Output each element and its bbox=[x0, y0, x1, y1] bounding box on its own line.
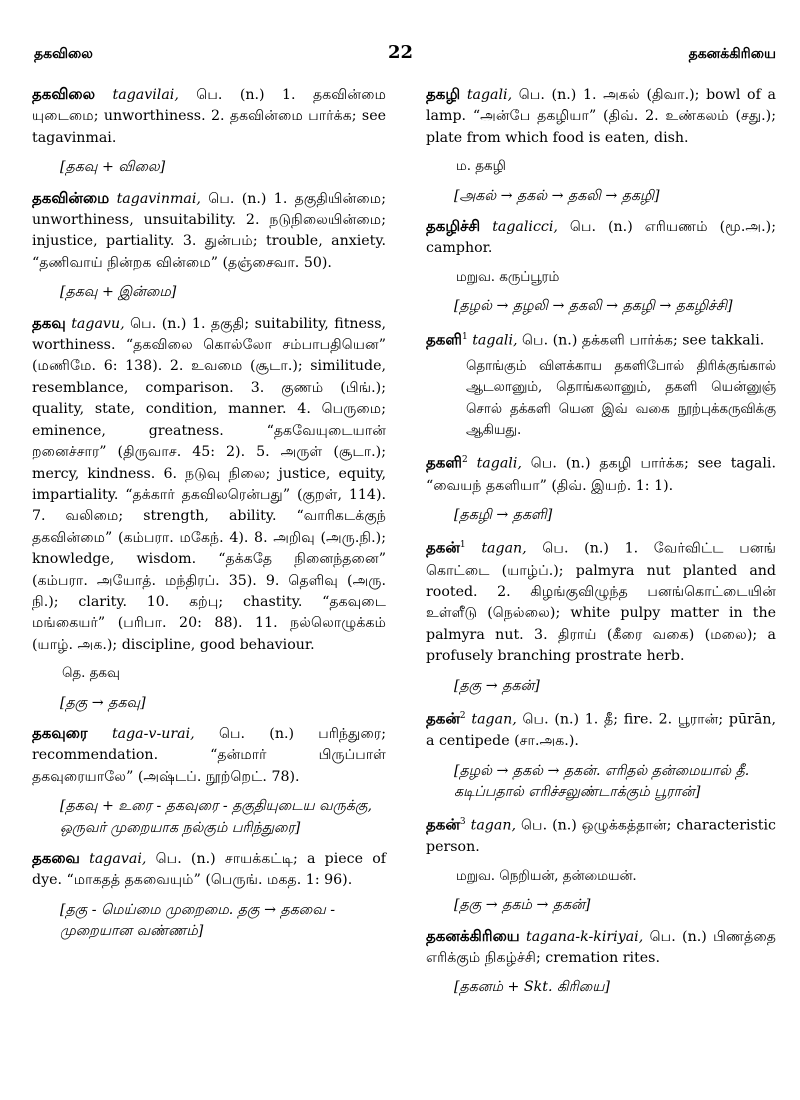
headword: தகன் bbox=[426, 539, 460, 558]
definition: பெ. (n.) 1. வேர்விட்ட பனங் கொட்டை (யாழ்ப்.); palmyra nut planted and rooted. 2. கிழங்குவிழுந்த பனங்கொட்டையின் உள்ளீடு (நெல்லை); white pulpy matter in the palmyra nut. 3. திராய் (கீரை வகை) (மலை); a profusely branching prostrate herb. bbox=[426, 541, 777, 665]
etymology: [தகு → தகன்] bbox=[454, 677, 540, 694]
explanatory-note: தொங்கும் விளக்காய தகளிபோல் திரிக்குங்கால் ஆடலானும், தொங்கலானும், தகளி யென்னுஞ் சொல் தக்களி யென இவ் வகை நூற்புக்கருவிக்கு ஆகியது. bbox=[466, 358, 776, 439]
headword: தகவின்மை bbox=[32, 188, 110, 207]
transliteration: tagali, bbox=[466, 87, 513, 103]
entry bbox=[32, 848, 386, 943]
definition: பெ. (n.) பரிந்துரை; recommendation. “தன்மார் பிருப்பாள் தகவுரையாலே” (அஷ்டப். நூற்றெட். 78). bbox=[32, 725, 386, 785]
entry bbox=[426, 535, 776, 697]
entry bbox=[426, 706, 776, 803]
headword: தகளி bbox=[426, 330, 462, 349]
headword: தகன் bbox=[426, 709, 460, 728]
homonym-number: 2 bbox=[461, 455, 468, 466]
transliteration: tagavinmai, bbox=[116, 190, 201, 207]
transliteration: tagalicci, bbox=[492, 219, 558, 236]
entry bbox=[32, 188, 386, 304]
headword: தகவுரை bbox=[32, 723, 88, 742]
etymology: [தகு - மெய்மை முறைமை. தகு → தகவை - முறையான வண்ணம்] bbox=[60, 901, 336, 940]
synonym-note: மறுவ. நெறியன், தன்மையன். bbox=[456, 868, 637, 884]
transliteration: tagavu, bbox=[71, 315, 125, 332]
header-left-guide-word: தகவிலை bbox=[34, 46, 93, 62]
entry bbox=[32, 313, 386, 714]
page-number: 22 bbox=[388, 42, 414, 63]
etymology: [தகு → தகவு] bbox=[60, 694, 146, 711]
etymology: [தகவு + உரை - தகவுரை - தகுதியுடைய வருக்கு, ஒருவர் முறையாக நல்கும் பரிந்துரை] bbox=[60, 798, 373, 836]
entry bbox=[426, 450, 776, 526]
transliteration: tagali, bbox=[472, 332, 518, 349]
transliteration: tagali, bbox=[476, 456, 522, 473]
definition: பெ. (n.) எரியணம் (மூ.அ.); camphor. bbox=[426, 219, 776, 257]
etymology: [தழல் → தழலி → தகலி → தகழி → தகழிச்சி] bbox=[454, 298, 733, 315]
transliteration: tagavai, bbox=[89, 851, 147, 867]
definition: பெ. (n.) ஒழுக்கத்தான்; characteristic person. bbox=[426, 818, 776, 856]
entry bbox=[32, 723, 386, 839]
left-column bbox=[32, 84, 386, 952]
definition: பெ. (n.) சாயக்கட்டி; a piece of dye. “மாகதத் தகவையும்” (பெருங். மகத. 1: 96). bbox=[32, 851, 387, 889]
definition: பெ. (n.) 1. தகுதியின்மை; unworthiness, unsuitability. 2. நடுநிலையின்மை; injustice, partiality. 3. துன்பம்; trouble, anxiety. “தணிவாய் நின்றக வின்மை” (தஞ்சைவா. 50). bbox=[32, 190, 386, 271]
homonym-number: 1 bbox=[459, 540, 466, 551]
headword: தகழிச்சி bbox=[426, 217, 481, 236]
headword: தகவிலை bbox=[32, 85, 96, 103]
entry bbox=[426, 84, 776, 207]
etymology: [அகல் → தகல் → தகலி → தகழி] bbox=[454, 187, 660, 204]
entry bbox=[32, 84, 386, 179]
entry bbox=[426, 812, 776, 916]
transliteration: taga-v-urai, bbox=[111, 725, 195, 742]
synonym-note: மறுவ. கருப்பூரம் bbox=[456, 269, 560, 285]
definition: பெ. (n.) பிணத்தை எரிக்கும் நிகழ்ச்சி; cremation rites. bbox=[426, 928, 777, 967]
entry bbox=[426, 926, 776, 999]
headword: தகவை bbox=[32, 849, 80, 867]
definition: பெ. (n.) தக்களி பார்க்க; see takkali. bbox=[522, 332, 765, 349]
etymology: [தகு → தகம் → தகன்] bbox=[454, 897, 591, 914]
definition: பெ. (n.) 1. தகுதி; suitability, fitness, worthiness. “தகவிலை கொல்லோ சம்பாபதியென” (மணிமே. 6: 138). 2. உவமை (சூடா.); similitude, resemblance, comparison. 3. குணம் (பிங்.); quality, state, condition, manner. 4. பெருமை; eminence, greatness. “தகவேயுடையான் றனைச்சார” (திருவாச. 45: 2). 5. அருள் (சூடா.); mercy, kindness. 6. நடுவு நிலை; justice, equity, impartiality. “தக்கார் தகவிலரென்பது” (குறள், 114). 7. வலிமை; strength, ability. “வாரிகடக்குந் தகவின்மை” (கம்பரா. மகேந். 4). 8. அறிவு (அரு.நி.); knowledge, wisdom. “தக்கதே நினைந்தனை” (கம்பரா. அயோத். மந்திரப். 35). 9. தெளிவு (அரு. நி.); clarity. 10. கற்பு; chastity. “தகவுடை மங்கையர்” (பரிபா. 20: 88). 11. நல்லொழுக்கம் (யாழ். அக.); discipline, good behaviour. bbox=[32, 315, 386, 653]
headword: தகளி bbox=[426, 454, 462, 473]
entry bbox=[426, 327, 776, 442]
transliteration: tagavilai, bbox=[112, 87, 179, 103]
page-header bbox=[0, 0, 800, 63]
cognate-note: ம. தகழி bbox=[456, 159, 506, 175]
headword: தகனக்கிரியை bbox=[426, 926, 520, 945]
homonym-number: 1 bbox=[461, 331, 468, 342]
etymology: [தழல் → தகல் → தகன். எரிதல் தன்மையால் தீ. கடிப்பதால் எரிச்சலுண்டாக்கும் பூரான்] bbox=[454, 762, 750, 800]
etymology: [தகவு + இன்மை] bbox=[60, 284, 177, 301]
entry bbox=[426, 216, 776, 318]
headword: தகழி bbox=[426, 85, 461, 103]
definition: பெ. (n.) 1. தீ; fire. 2. பூரான்; pūrān, a centipede (சா.அக.). bbox=[426, 711, 777, 750]
etymology: [தகழி → தகளி] bbox=[454, 506, 553, 523]
definition: பெ. (n.) 1. அகல் (திவா.); bowl of a lamp. “அன்பே தகழியா” (திவ். 2. உண்கலம் (சது.); plate from which food is eaten, dish. bbox=[426, 87, 776, 146]
definition: பெ. (n.) தகழி பார்க்க; see tagali. “வையந் தகளியா” (திவ். இயற். 1: 1). bbox=[426, 456, 776, 494]
transliteration: tagan, bbox=[471, 711, 517, 728]
header-right-guide-word: தகனக்கிரியை bbox=[688, 46, 776, 62]
homonym-number: 2 bbox=[459, 710, 466, 721]
transliteration: tagana-k-kiriyai, bbox=[526, 928, 644, 945]
transliteration: tagan, bbox=[481, 541, 527, 558]
cognate-note: தெ. தகவு bbox=[62, 666, 120, 682]
headword: தகன் bbox=[426, 816, 460, 835]
definition: பெ. (n.) 1. தகவின்மை யுடைமை; unworthiness. 2. தகவின்மை பார்க்க; see tagavinmai. bbox=[32, 87, 387, 146]
etymology: [தகவு + விலை] bbox=[60, 159, 166, 176]
homonym-number: 3 bbox=[459, 817, 466, 828]
right-column bbox=[426, 84, 776, 1008]
etymology: [தகனம் + Skt. கிரியை] bbox=[454, 979, 610, 996]
headword: தகவு bbox=[32, 313, 66, 332]
transliteration: tagan, bbox=[470, 818, 516, 835]
